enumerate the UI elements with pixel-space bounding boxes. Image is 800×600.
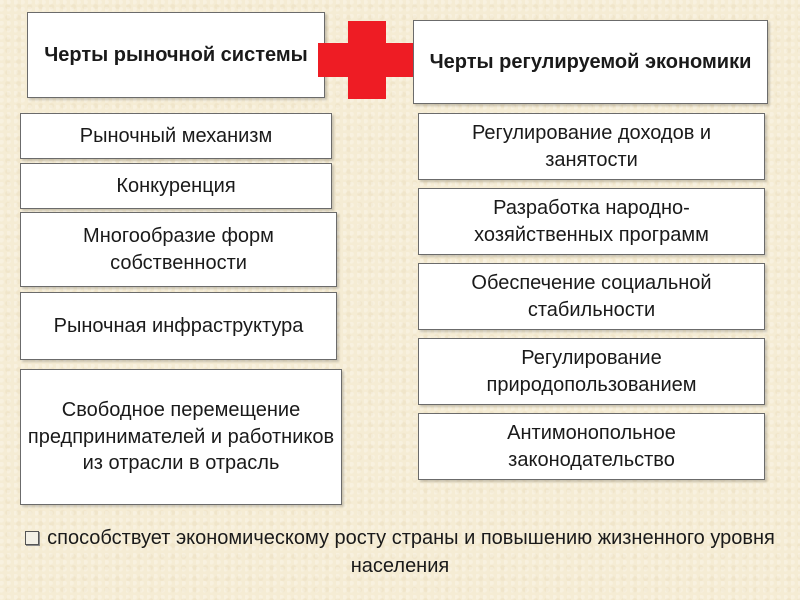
market-feature-label: Свободное перемещение предпринимателей и работников из отрасли в отрасль [27,399,335,475]
regulated-feature-label: Регулирование доходов и занятости [471,122,712,171]
market-feature-label: Многообразие форм собственности [83,225,274,274]
regulated-feature-label: Обеспечение социальной стабильности [471,272,712,321]
conclusion-text: способствует экономическому росту страны и повышению жизненного уровня населения [47,527,775,577]
market-feature-box [20,292,337,360]
regulated-feature-box [418,263,765,330]
regulated-feature-label: Антимонопольное законодательство [507,422,676,471]
market-feature-label: Рыночный механизм [79,124,273,147]
conclusion-statement [14,525,786,580]
regulated-feature-label: Разработка народно-хозяйственных программ [474,197,709,246]
red-cross-plus-icon [318,21,416,99]
regulated-economy-header [413,20,768,104]
regulated-feature-box [418,113,765,180]
regulated-feature-box [418,188,765,255]
market-feature-box [20,369,342,505]
market-system-header [27,12,325,98]
market-feature-box [20,163,332,209]
market-feature-box [20,113,332,159]
regulated-feature-box [418,413,765,480]
regulated-feature-label: Регулирование природопользованием [486,347,697,396]
market-feature-box [20,212,337,287]
market-feature-label: Рыночная инфраструктура [53,314,304,337]
market-feature-label: Конкуренция [116,174,236,197]
checkbox-bullet-icon [25,531,39,545]
market-system-header-label: Черты рыночной системы [44,43,308,66]
regulated-economy-header-label: Черты регулируемой экономики [429,50,752,73]
regulated-feature-box [418,338,765,405]
